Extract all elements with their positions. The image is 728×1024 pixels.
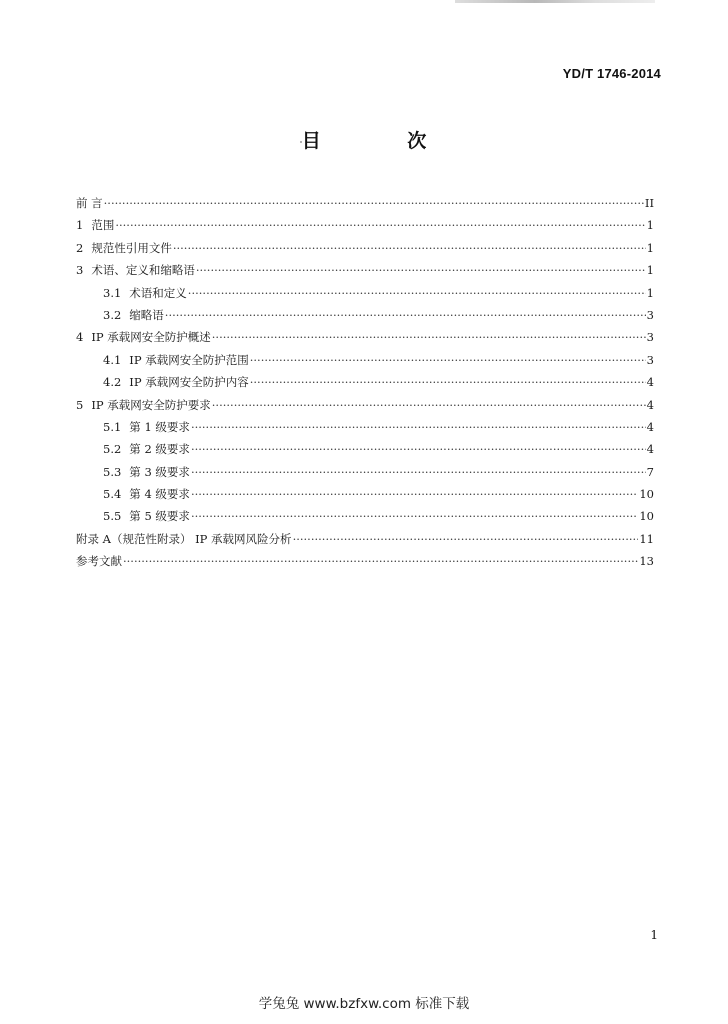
toc-dot-leader bbox=[191, 483, 638, 505]
toc-entry-number: 5.2 bbox=[103, 442, 122, 457]
toc-dot-leader bbox=[212, 326, 646, 348]
toc-entry-page: 10 bbox=[639, 509, 654, 524]
toc-entry-title: 第 5 级要求 bbox=[129, 509, 190, 524]
toc-entry-title: IP 承载网安全防护要求 bbox=[91, 397, 211, 412]
scan-artifact-strip bbox=[455, 0, 655, 3]
toc-entry[interactable] bbox=[76, 461, 654, 483]
toc-dot-leader bbox=[191, 505, 638, 527]
toc-entry[interactable] bbox=[76, 505, 654, 527]
toc-entry[interactable] bbox=[76, 416, 654, 438]
toc-dot-leader bbox=[104, 192, 644, 214]
toc-entry[interactable] bbox=[76, 326, 654, 348]
toc-dot-leader bbox=[212, 394, 646, 416]
toc-entry-page: 3 bbox=[646, 307, 654, 322]
toc-entry-number: 5 bbox=[76, 397, 84, 412]
toc-entry-title: 规范性引用文件 bbox=[91, 240, 172, 255]
toc-entry[interactable] bbox=[76, 550, 654, 572]
toc-entry-page: 1 bbox=[646, 218, 654, 233]
toc-entry-page: 4 bbox=[646, 442, 654, 457]
toc-dot-leader bbox=[115, 214, 645, 236]
toc-entry[interactable] bbox=[76, 237, 654, 259]
toc-entry-page: 10 bbox=[639, 487, 654, 502]
toc-entry-number: 3 bbox=[76, 263, 84, 278]
toc-entry[interactable] bbox=[76, 259, 654, 281]
toc-entry-title: 第 3 级要求 bbox=[129, 464, 190, 479]
toc-entry-title: IP 承载网安全防护内容 bbox=[129, 375, 249, 390]
toc-entry-page: 4 bbox=[646, 397, 654, 412]
toc-dot-leader bbox=[250, 349, 646, 371]
toc-entry-page: 1 bbox=[646, 263, 654, 278]
toc-entry-page: 7 bbox=[646, 464, 654, 479]
toc-entry-title: 缩略语 bbox=[129, 307, 164, 322]
toc-entry-number: 5.5 bbox=[103, 509, 122, 524]
toc-dot-leader bbox=[196, 259, 646, 281]
toc-entry[interactable] bbox=[76, 483, 654, 505]
toc-dot-leader bbox=[191, 461, 646, 483]
toc-dot-leader bbox=[191, 416, 646, 438]
toc-entry-title: 术语、定义和缩略语 bbox=[91, 263, 195, 278]
toc-entry[interactable] bbox=[76, 394, 654, 416]
toc-entry[interactable] bbox=[76, 438, 654, 460]
toc-entry-page: II bbox=[644, 196, 654, 210]
toc-entry[interactable] bbox=[76, 304, 654, 326]
toc-entry-number: 4.2 bbox=[103, 375, 122, 390]
toc-entry-page: 13 bbox=[639, 554, 654, 569]
toc-entry-number: 4 bbox=[76, 330, 84, 345]
toc-entry-title: 附录 A（规范性附录） IP 承载网风险分析 bbox=[76, 531, 292, 546]
toc-entry-number: 5.4 bbox=[103, 487, 122, 502]
toc-entry-title: 第 4 级要求 bbox=[129, 487, 190, 502]
toc-dot-leader bbox=[123, 550, 638, 572]
toc-entry-title: IP 承载网安全防护概述 bbox=[91, 330, 211, 345]
toc-dot-leader bbox=[250, 371, 646, 393]
toc-entry-title: 范围 bbox=[91, 218, 115, 233]
toc-entry-number: 3.1 bbox=[103, 285, 122, 300]
page-title: 目 次 bbox=[301, 130, 467, 152]
toc-entry-title: 参考文献 bbox=[76, 554, 122, 569]
toc-entry-number: 1 bbox=[76, 218, 84, 233]
toc-dot-leader bbox=[191, 438, 646, 460]
toc-dot-leader bbox=[188, 282, 646, 304]
toc-entry[interactable] bbox=[76, 282, 654, 304]
toc-dot-leader bbox=[173, 237, 646, 259]
toc-entry-page: 4 bbox=[646, 419, 654, 434]
standard-code: YD/T 1746-2014 bbox=[562, 66, 661, 81]
toc-entry[interactable] bbox=[76, 349, 654, 371]
toc-entry-page: 3 bbox=[646, 330, 654, 345]
toc-entry-title: 术语和定义 bbox=[129, 285, 187, 300]
toc-entry-number: 4.1 bbox=[103, 352, 122, 367]
table-of-contents bbox=[76, 192, 654, 573]
page-number: 1 bbox=[650, 928, 658, 942]
toc-entry-title: 前 言 bbox=[76, 196, 103, 210]
toc-entry-page: 4 bbox=[646, 375, 654, 390]
toc-entry-title: IP 承载网安全防护范围 bbox=[129, 352, 249, 367]
toc-dot-leader bbox=[165, 304, 646, 326]
toc-entry-page: 11 bbox=[639, 531, 654, 546]
toc-entry[interactable] bbox=[76, 214, 654, 236]
watermark-text: 学兔兔 www.bzfxw.com 标准下载 bbox=[258, 996, 470, 1012]
toc-entry[interactable] bbox=[76, 192, 654, 214]
toc-entry-page: 1 bbox=[646, 285, 654, 300]
toc-entry-number: 5.3 bbox=[103, 464, 122, 479]
toc-entry-number: 3.2 bbox=[103, 307, 122, 322]
toc-entry-title: 第 2 级要求 bbox=[129, 442, 190, 457]
toc-entry[interactable] bbox=[76, 371, 654, 393]
toc-entry[interactable] bbox=[76, 528, 654, 550]
toc-entry-number: 2 bbox=[76, 240, 84, 255]
toc-dot-leader bbox=[293, 528, 639, 550]
toc-entry-page: 3 bbox=[646, 352, 654, 367]
toc-entry-title: 第 1 级要求 bbox=[129, 419, 190, 434]
toc-entry-page: 1 bbox=[646, 240, 654, 255]
toc-entry-number: 5.1 bbox=[103, 419, 122, 434]
